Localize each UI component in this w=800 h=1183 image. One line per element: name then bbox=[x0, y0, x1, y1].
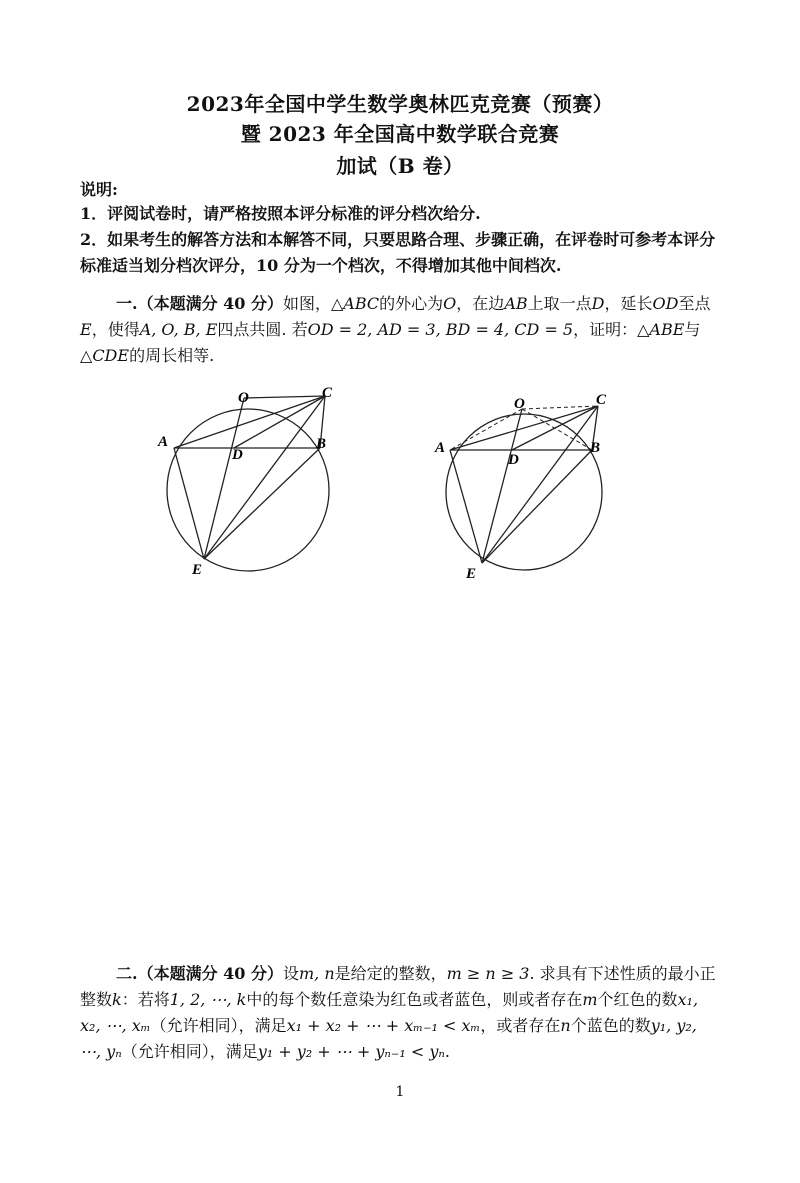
p1-math: AB bbox=[504, 294, 528, 313]
p2-text: （允许相同），满足 bbox=[121, 1042, 258, 1061]
p2-text: 设 bbox=[282, 964, 299, 983]
right-label-e: E bbox=[466, 566, 477, 582]
right-dashed-oc bbox=[522, 406, 598, 409]
p2-math: m bbox=[582, 990, 598, 1009]
p1-math: ABE bbox=[649, 320, 685, 339]
right-segment-ae bbox=[450, 450, 482, 563]
problem-1 bbox=[80, 291, 720, 369]
right-circle bbox=[446, 414, 602, 570]
p1-math: D bbox=[591, 294, 605, 313]
p1-text: 四点共圆. 若 bbox=[217, 320, 308, 339]
p1-text: ，使得 bbox=[91, 320, 140, 339]
title-line-3: 加试（B 卷） bbox=[336, 154, 464, 178]
p2-math: 1, 2, ⋯, k bbox=[169, 990, 247, 1009]
left-segment-ac bbox=[174, 396, 325, 448]
p1-text: 的外心为 bbox=[379, 294, 444, 313]
title-line-2: 暨 2023 年全国高中数学联合竞赛 bbox=[240, 122, 560, 146]
right-segment-ce bbox=[482, 406, 601, 563]
left-label-o: O bbox=[238, 390, 249, 406]
p1-text: 上取一点 bbox=[527, 294, 592, 313]
p2-text: . bbox=[444, 1042, 450, 1061]
note-item-1: 1．评阅试卷时，请严格按照本评分标准的评分档次给分. bbox=[80, 204, 481, 223]
p1-text: ，在边 bbox=[456, 294, 505, 313]
left-segment-oe bbox=[204, 398, 244, 559]
right-label-c: C bbox=[596, 392, 607, 408]
p2-text: ，或者存在 bbox=[480, 1016, 561, 1035]
p2-math: m, n bbox=[299, 964, 335, 983]
p2-math: x₁, x₂, ⋯, xₘ bbox=[80, 990, 699, 1035]
left-segment-ae bbox=[174, 448, 204, 559]
p1-math: OD = 2, AD = 3, BD = 4, CD = 5 bbox=[307, 320, 574, 339]
note-item-2: 2．如果考生的解答方法和本解答不同，只要思路合理、步骤正确，在评卷时可参考本评分标准适当划分档次评分，10 分为一个档次，不得增加其他中间档次. bbox=[80, 230, 716, 275]
left-label-d: D bbox=[232, 447, 243, 463]
left-label-a: A bbox=[158, 434, 169, 450]
right-label-o: O bbox=[514, 396, 525, 412]
p2-text: ：若将 bbox=[121, 990, 170, 1009]
right-label-d: D bbox=[508, 452, 519, 468]
p2-text: 个红色的数 bbox=[597, 990, 678, 1009]
p2-math: x₁ + x₂ + ⋯ + xₘ₋₁ < xₘ bbox=[286, 1016, 481, 1035]
p1-text: ，延长 bbox=[604, 294, 653, 313]
geometry-figures bbox=[0, 380, 800, 590]
problem-2-label: 二.（本题满分 40 分） bbox=[116, 964, 283, 983]
p2-math: y₁, y₂, ⋯, yₙ bbox=[80, 1016, 697, 1061]
title-line-1: 2023年全国中学生数学奥林匹克竞赛（预赛） bbox=[186, 92, 614, 116]
figure-left bbox=[167, 396, 329, 571]
p2-text: . 求具有下述性质的最小正整数 bbox=[80, 964, 716, 1009]
p1-math: A, O, B, E bbox=[139, 320, 218, 339]
right-segment-be bbox=[482, 450, 592, 563]
p2-math: y₁ + y₂ + ⋯ + yₙ₋₁ < yₙ bbox=[257, 1042, 445, 1061]
left-label-c: C bbox=[322, 385, 333, 401]
figure-right bbox=[446, 406, 602, 570]
p2-math: m ≥ n ≥ 3 bbox=[446, 964, 530, 983]
right-segment-oe bbox=[482, 409, 522, 563]
p1-text: 如图，△ bbox=[282, 294, 344, 313]
p1-math: O bbox=[443, 294, 457, 313]
p2-text: 是给定的整数， bbox=[334, 964, 447, 983]
p2-text: 中的每个数任意染为红色或者蓝色，则或者存在 bbox=[246, 990, 583, 1009]
right-label-b: B bbox=[590, 440, 601, 456]
problem-2 bbox=[80, 961, 720, 1065]
p1-text: 与△ bbox=[80, 320, 701, 365]
notes-heading: 说明: bbox=[80, 180, 118, 199]
p1-math: E bbox=[80, 320, 92, 339]
p2-text: 个蓝色的数 bbox=[570, 1016, 651, 1035]
left-circle bbox=[167, 409, 329, 571]
p2-math: k bbox=[112, 990, 122, 1009]
left-label-e: E bbox=[192, 562, 203, 578]
right-label-a: A bbox=[435, 440, 446, 456]
p1-math: OD bbox=[652, 294, 679, 313]
left-segment-ce bbox=[204, 396, 325, 559]
left-label-b: B bbox=[316, 436, 327, 452]
problem-1-label: 一.（本题满分 40 分） bbox=[116, 294, 283, 313]
page-number: 1 bbox=[395, 1084, 405, 1100]
p1-math: CDE bbox=[92, 346, 130, 365]
p1-text: 至点 bbox=[678, 294, 711, 313]
left-segment-oc bbox=[244, 396, 325, 398]
left-segment-be bbox=[204, 448, 320, 559]
p1-math: ABC bbox=[343, 294, 380, 313]
p2-math: n bbox=[560, 1016, 571, 1035]
p1-text: ，证明：△ bbox=[573, 320, 650, 339]
p2-text: （允许相同），满足 bbox=[150, 1016, 287, 1035]
p1-text: 的周长相等. bbox=[129, 346, 215, 365]
